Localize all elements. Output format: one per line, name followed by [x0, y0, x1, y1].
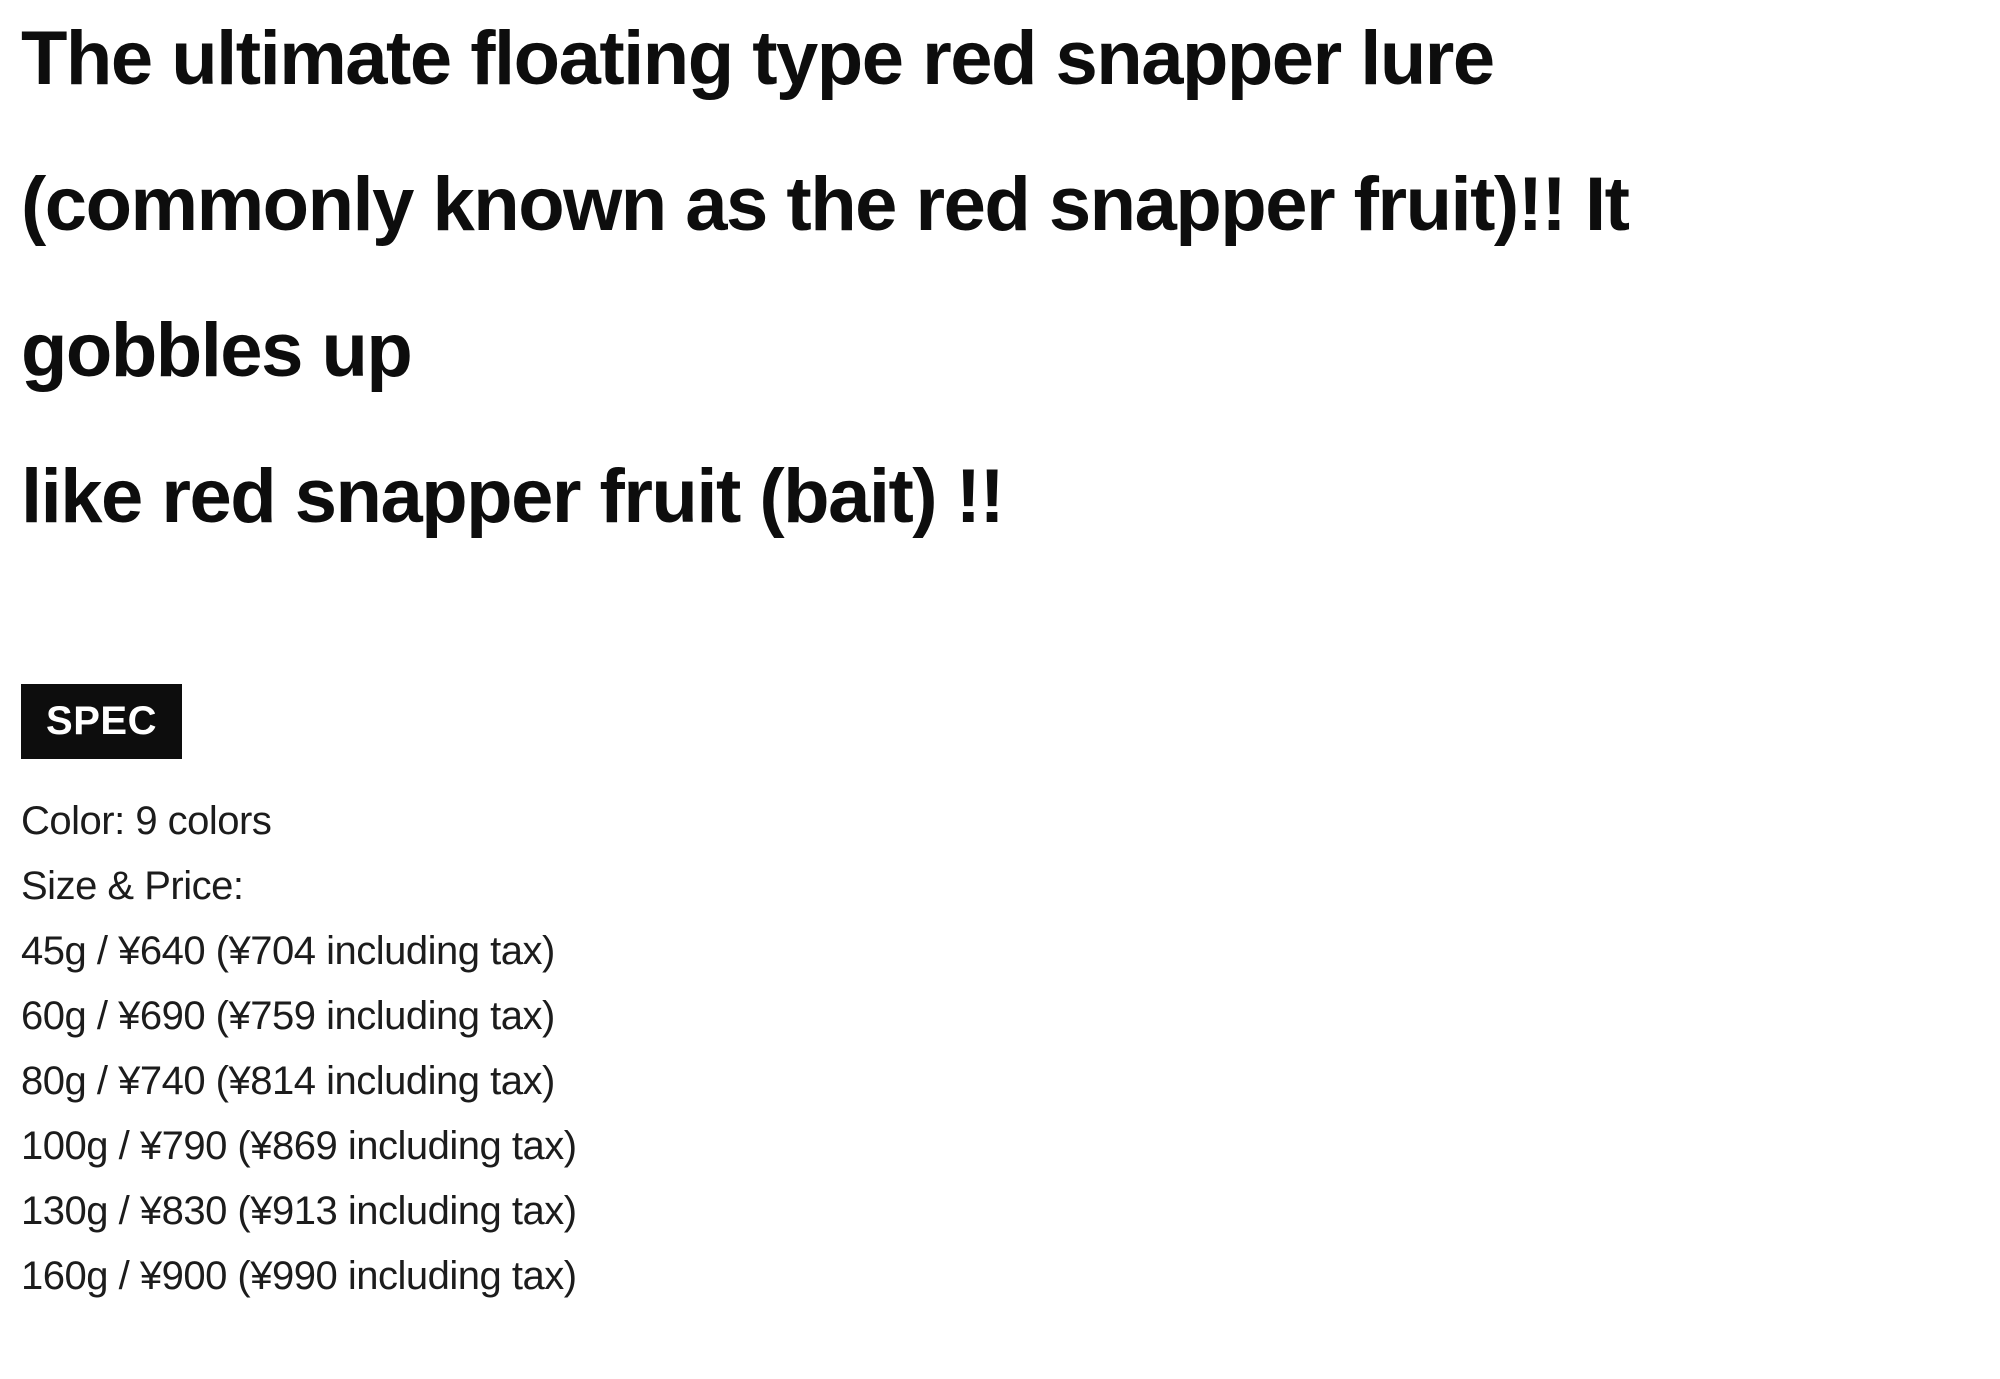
spec-heading-label: SPEC: [46, 699, 157, 743]
product-headline: [21, 0, 1970, 570]
spec-list: [21, 789, 1970, 1309]
spec-price-line: 130g / ¥830 (¥913 including tax): [21, 1189, 577, 1233]
spec-price-line: 160g / ¥900 (¥990 including tax): [21, 1254, 577, 1298]
headline-line-4: like red snapper fruit (bait) !!: [21, 454, 1004, 539]
spec-price-line: 80g / ¥740 (¥814 including tax): [21, 1059, 555, 1103]
spec-price-line: 100g / ¥790 (¥869 including tax): [21, 1124, 577, 1168]
spec-color-line: Color: 9 colors: [21, 799, 272, 843]
spec-price-line: 60g / ¥690 (¥759 including tax): [21, 994, 555, 1038]
spec-heading-badge: [21, 684, 182, 759]
headline-line-3: gobbles up: [21, 308, 412, 393]
spec-size-price-label: Size & Price:: [21, 864, 244, 908]
spec-price-line: 45g / ¥640 (¥704 including tax): [21, 929, 555, 973]
headline-line-2: (commonly known as the red snapper fruit)!! It: [21, 162, 1629, 247]
headline-line-1: The ultimate floating type red snapper lure: [21, 16, 1494, 101]
